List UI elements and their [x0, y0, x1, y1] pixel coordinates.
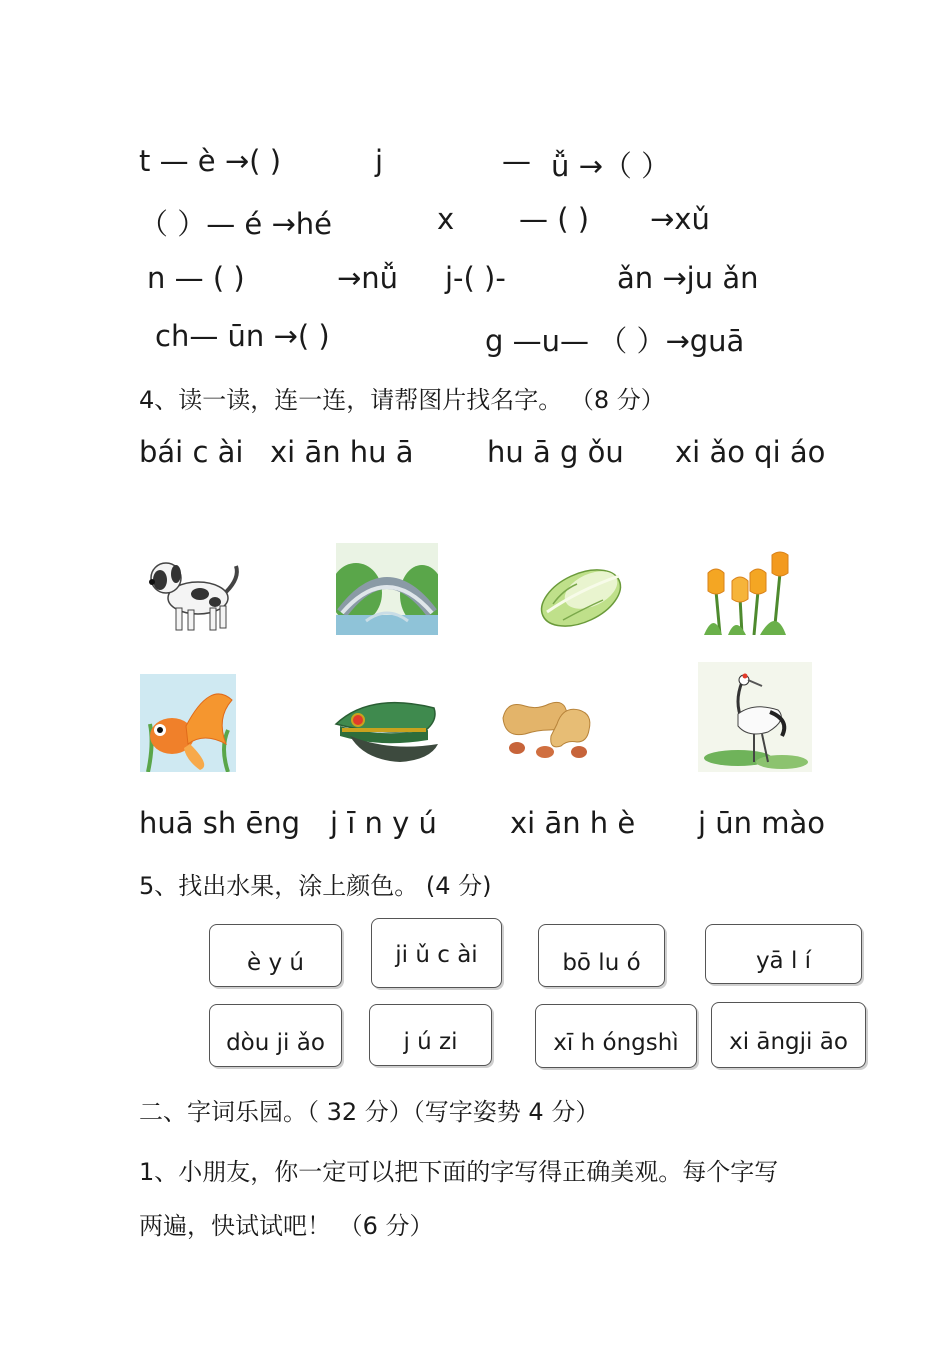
fruit-box-jiucai[interactable]: [371, 918, 502, 988]
fruit-box-xihongshi[interactable]: [535, 1004, 697, 1068]
ex3-row1-col1: t — è →( ): [139, 144, 282, 178]
word-huagou: hu ā g ǒu: [487, 435, 624, 469]
exercise1-line2: 两遍，快试试吧！ （6 分）: [139, 1212, 434, 1240]
fruit-box-xiangjiao[interactable]: [711, 1002, 866, 1068]
fruit-box-label: yā l í: [755, 948, 812, 974]
exercise1-line1: 1、小朋友，你一定可以把下面的字写得正确美观。每个字写: [139, 1158, 779, 1186]
ex3-row1-col4: ǚ →（ ）: [551, 149, 671, 183]
ex3-row3-col3: j-( )-: [445, 261, 506, 295]
ex3-row2-col4: →xǔ: [650, 202, 710, 236]
section2-heading: 二、字词乐园。（ 32 分）（写字姿势 4 分）: [139, 1098, 600, 1126]
bridge-icon: [336, 543, 438, 635]
ex3-row4-col2: g —u— （ ）→guā: [485, 324, 745, 358]
ex3-row1-col2: j: [375, 144, 384, 178]
fruit-box-label: bō lu ó: [562, 949, 641, 976]
ex3-row3-col1: n — ( ): [147, 261, 245, 295]
tulips-icon: [700, 551, 796, 635]
word-jinyu: j ī n y ú: [330, 806, 437, 840]
ex3-row2-col1: （ ）— é →hé: [139, 207, 333, 241]
peanuts-icon: [497, 690, 597, 760]
dog-icon: [140, 548, 244, 638]
word-baicai: bái c ài: [139, 435, 244, 469]
word-xianhe: xi ān h è: [510, 806, 636, 840]
military-cap-icon: [330, 690, 442, 764]
exercise5-heading: 5、找出水果，涂上颜色。 (4 分): [139, 872, 492, 900]
fruit-box-eyu[interactable]: [209, 924, 342, 987]
ex3-row4-col1: ch— ūn →( ): [155, 319, 330, 353]
fruit-box-label: j ú zi: [403, 1029, 458, 1055]
cabbage-icon: [533, 560, 633, 632]
fruit-box-yali[interactable]: [705, 924, 862, 984]
fruit-box-boluo[interactable]: [538, 924, 665, 987]
ex3-row3-col2: →nǚ: [337, 261, 399, 295]
exercise4-heading: 4、读一读，连一连，请帮图片找名字。 （8 分）: [139, 386, 665, 414]
word-junmao: j ūn mào: [698, 806, 826, 840]
fruit-box-juzi[interactable]: [369, 1004, 492, 1066]
word-huasheng: huā sh ēng: [139, 806, 301, 840]
fruit-box-label: xi āngji āo: [729, 1029, 848, 1055]
word-xiaoqiao: xi ǎo qi áo: [675, 435, 826, 469]
crane-icon: [698, 662, 812, 772]
fruit-box-label: xī h óngshì: [553, 1030, 679, 1056]
ex3-row2-col2: x: [437, 202, 455, 236]
ex3-row3-col4: ǎn →ju ǎn: [617, 261, 759, 295]
fruit-box-doujiao[interactable]: [209, 1004, 342, 1067]
fruit-box-label: dòu ji ǎo: [226, 1029, 325, 1056]
goldfish-icon: [140, 674, 236, 772]
fruit-box-label: è y ú: [247, 949, 304, 976]
fruit-box-label: ji ǔ c ài: [395, 942, 478, 968]
ex3-row1-col3: —: [502, 144, 531, 178]
word-xianhua: xi ān hu ā: [270, 435, 414, 469]
ex3-row2-col3: — ( ): [519, 202, 590, 236]
